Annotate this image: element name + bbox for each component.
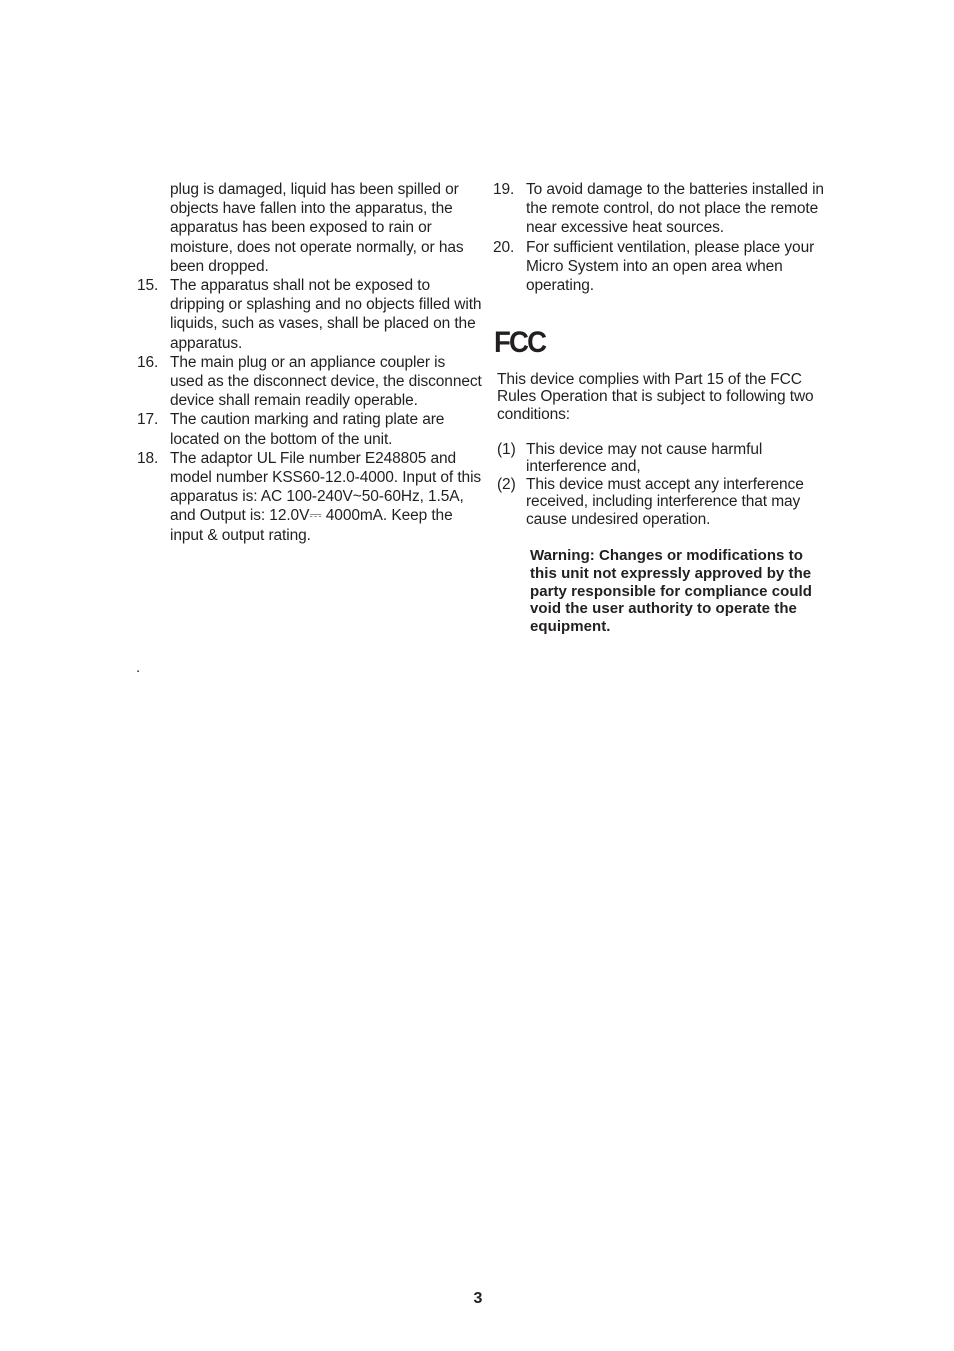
item-number: 17. (137, 411, 159, 429)
condition-number: (1) (497, 441, 516, 458)
item-text: The main plug or an appliance coupler is used as the disconnect device, the disconnect device shall remain readily operable. (170, 353, 482, 410)
item-text: For sufficient ventilation, please place your Micro System into an open area when operating. (526, 238, 815, 295)
condition-text: This device must accept any interference received, including interference that may cause undesired operation. (526, 475, 804, 528)
item-number: 18. (137, 449, 159, 467)
list-item-18 (137, 449, 482, 545)
item-text: The adaptor UL File number E248805 and model number KSS60-12.0-4000. Input of this apparatus is: AC 100-240V~50-60Hz, 1.5A, and Output is: 12.0V⎓ 4000mA. Keep the input & output rating. (170, 449, 482, 544)
continued-item-14 (137, 180, 482, 276)
condition-number: (2) (497, 475, 516, 493)
fcc-intro-paragraph: This device complies with Part 15 of the FCC Rules Operation that is subject to following two conditions: (497, 371, 814, 423)
page-number: 3 (473, 1290, 483, 1307)
condition-text: This device may not cause harmful interference and, (526, 441, 763, 476)
continued-item-text: plug is damaged, liquid has been spilled or objects have fallen into the apparatus, the apparatus has been exposed to rain or moisture, does not operate normally, or has been dropped. (170, 181, 464, 275)
fcc-condition-1 (497, 441, 827, 476)
item-text: The caution marking and rating plate are located on the bottom of the unit. (170, 411, 445, 448)
stray-dot: . (136, 659, 141, 676)
item-number: 15. (137, 277, 159, 295)
left-column (137, 180, 482, 545)
fcc-condition-2 (497, 476, 827, 528)
list-item-17 (137, 410, 482, 448)
item-text: The apparatus shall not be exposed to dripping or splashing and no objects filled with liquids, such as vases, shall be placed on the apparatus. (170, 277, 482, 352)
fcc-heading: FCC (494, 326, 546, 359)
list-item-20 (493, 238, 838, 296)
item-number: 19. (493, 181, 515, 198)
fcc-conditions-list (497, 441, 827, 528)
item-number: 20. (493, 238, 515, 256)
fcc-warning: Warning: Changes or modifications to this unit not expressly approved by the party responsible for compliance could void the user authority to operate the equipment. (530, 547, 812, 636)
list-item-16 (137, 353, 482, 411)
item-number: 16. (137, 353, 159, 371)
list-item-15 (137, 276, 482, 353)
item-text: To avoid damage to the batteries installed in the remote control, do not place the remote near excessive heat sources. (526, 181, 824, 237)
list-item-19 (493, 180, 838, 238)
right-column (493, 180, 838, 295)
